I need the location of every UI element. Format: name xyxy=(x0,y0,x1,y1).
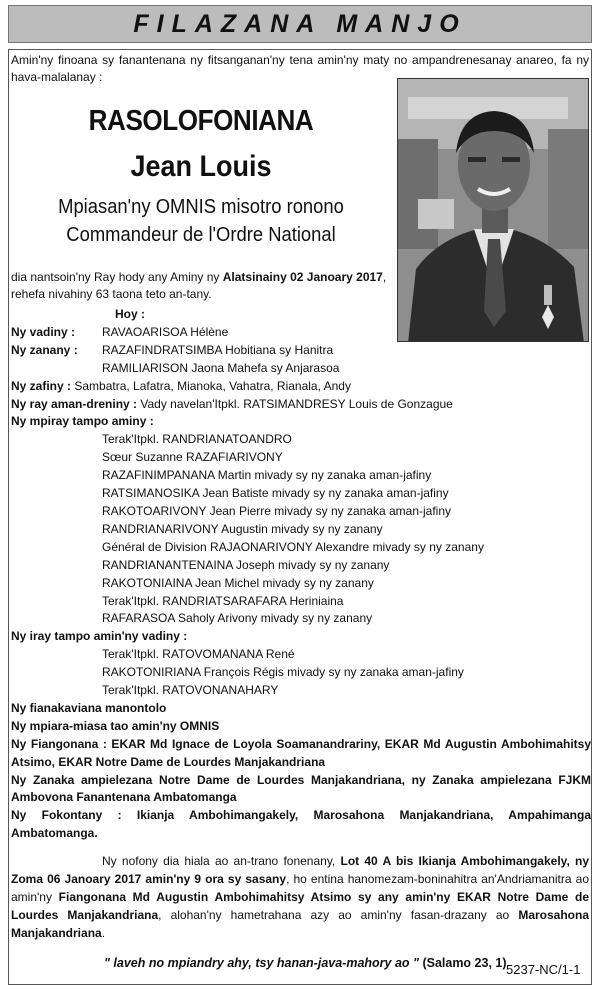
closing-text: , ho entina hanomezam-boninahitra an'Andriamanitra ao amin'ny xyxy=(11,872,589,904)
mpiray-tampo-label: Ny mpiray tampo aminy : xyxy=(11,414,154,429)
mpiray-tampo-item: RANDRIANARIVONY Augustin mivady sy ny zanany xyxy=(102,521,383,536)
ray-aman-dreniny-label: Ny ray aman-dreniny : xyxy=(11,396,138,411)
death-notice xyxy=(11,269,396,302)
vadiny-row xyxy=(11,324,591,342)
mpiray-tampo-item: Terak'Itpkl. RANDRIATSARAFARA Heriniaina xyxy=(102,593,344,608)
deceased-role-2: Commandeur de l'Ordre National xyxy=(66,224,336,246)
mpiray-tampo-item: RANDRIANANTENAINA Joseph mivady sy ny zanany xyxy=(102,557,390,572)
death-comma: , xyxy=(382,270,387,284)
hoy-label: Hoy : xyxy=(115,307,145,321)
deceased-given-names: Jean Louis xyxy=(130,150,272,183)
death-line-1 xyxy=(11,269,396,286)
family-list xyxy=(11,306,591,843)
mpiray-tampo-item: RAKOTONIAINA Jean Michel mivady sy ny zanany xyxy=(102,575,374,590)
others-item: Ny Fiangonana : EKAR Md Ignace de Loyola Soamanandrariny, EKAR Md Augustin Ambohimahitsy Atsimo, EKAR Notre Dame de Lourdes Manjakandriana xyxy=(11,736,591,769)
iray-tampo-vadiny-item: Terak'Itpkl. RATOVONANAHARY xyxy=(102,683,279,698)
notice-reference: 5237-NC/1-1 xyxy=(506,962,581,977)
mpiray-tampo-item: RAFARASOA Saholy Arivony mivady sy ny zanany xyxy=(102,611,373,626)
deceased-role-1: Mpiasan'ny OMNIS misotro ronono xyxy=(58,196,344,218)
death-date: Alatsinainy 02 Janoary 2017 xyxy=(222,270,383,284)
zafiny-label: Ny zafiny : xyxy=(11,378,72,393)
closing-address: Lot 40 A bis Ikianja Ambohimangakely, ny Zoma 06 Janoary 2017 amin'ny 9 ora sy sasany xyxy=(11,854,590,886)
death-line-2: rehefa nivahiny 63 taona teto an-tany. xyxy=(11,286,212,301)
intro-text: Amin'ny finoana sy fanantenana ny fitsanganan'ny tena amin'ny maty no ampandrenesanay anareo, fa ny hava-malalanay : xyxy=(11,53,589,84)
zanany-label: Ny zanany : xyxy=(11,342,78,357)
closing-church: Fiangonana Md Augustin Ambohimahitsy Atsimo sy any amin'ny EKAR Notre Dame de Lourdes Manjakandriana xyxy=(11,890,589,922)
zanany-value: RAMILIARISON Jaona Mahefa sy Anjarasoa xyxy=(102,360,340,375)
mpiray-tampo-item: Général de Division RAJAONARIVONY Alexandre mivady sy ny zanany xyxy=(102,539,484,554)
closing-text: Ny nofony dia hiala ao an-trano fonenany, xyxy=(102,854,341,868)
closing-paragraph xyxy=(11,852,589,942)
others-item: Ny Fokontany : Ikianja Ambohimangakely, Marosahona Manjakandriana, Ampahimanga Ambatomanga. xyxy=(11,808,591,841)
closing-text: , alohan'ny hametrahana azy ao amin'ny fasan-drazany ao xyxy=(158,908,519,922)
ray-aman-dreniny-value: Vady navelan'Itpkl. RATSIMANDRESY Louis de Gonzague xyxy=(140,396,453,411)
mpiray-tampo-item: Terak'Itpkl. RANDRIANATOANDRO xyxy=(102,432,292,447)
death-text: dia nantsoin'ny Ray hody any Aminy ny xyxy=(11,270,223,284)
vadiny-label: Ny vadiny : xyxy=(11,324,76,339)
zafiny-value: Sambatra, Lafatra, Mianoka, Vahatra, Rianala, Andy xyxy=(74,378,351,393)
iray-tampo-vadiny-label: Ny iray tampo amin'ny vadiny : xyxy=(11,629,188,644)
quote-text: " laveh no mpiandry ahy, tsy hanan-java-mahory ao " xyxy=(104,956,419,970)
others-item: Ny fianakaviana manontolo xyxy=(11,700,167,715)
quote-reference: (Salamo 23, 1) xyxy=(418,956,507,970)
closing-period: . xyxy=(101,926,106,940)
deceased-surname: RASOLOFONIANA xyxy=(88,105,314,137)
vadiny-value: RAVAOARISOA Hélène xyxy=(102,324,229,339)
mpiray-tampo-item: Sœur Suzanne RAZAFIARIVONY xyxy=(102,450,283,465)
mpiray-tampo-item: RAKOTOARIVONY Jean Pierre mivady sy ny zanaka aman-jafiny xyxy=(102,503,452,518)
mpiray-tampo-item: RAZAFINIMPANANA Martin mivady sy ny zanaka aman-jafiny xyxy=(102,468,432,483)
iray-tampo-vadiny-item: Terak'Itpkl. RATOVOMANANA René xyxy=(102,647,295,662)
mpiray-tampo-item: RATSIMANOSIKA Jean Batiste mivady sy ny zanaka aman-jafiny xyxy=(102,486,449,501)
zafiny-row xyxy=(11,378,591,396)
bible-quote xyxy=(104,956,507,970)
portrait-image xyxy=(398,79,589,342)
zanany-value: RAZAFINDRATSIMBA Hobitiana sy Hanitra xyxy=(102,342,334,357)
zanany-row xyxy=(11,342,591,360)
iray-tampo-vadiny-item: RAKOTONIRIANA François Régis mivady sy ny zanaka aman-jafiny xyxy=(102,665,464,680)
notice-header xyxy=(8,5,592,43)
ray-aman-dreniny-row xyxy=(11,396,591,414)
others-item: Ny Zanaka ampielezana Notre Dame de Lourdes Manjakandriana, ny Zanaka ampielezana FJKM Ambovona Fanantenana Ambatomanga xyxy=(11,772,591,805)
others-item: Ny mpiara-miasa tao amin'ny OMNIS xyxy=(11,718,220,733)
notice-title: FILAZANA MANJO xyxy=(133,9,467,38)
closing-burial-place: Marosahona Manjakandriana xyxy=(11,908,590,940)
portrait-photo xyxy=(397,78,589,342)
